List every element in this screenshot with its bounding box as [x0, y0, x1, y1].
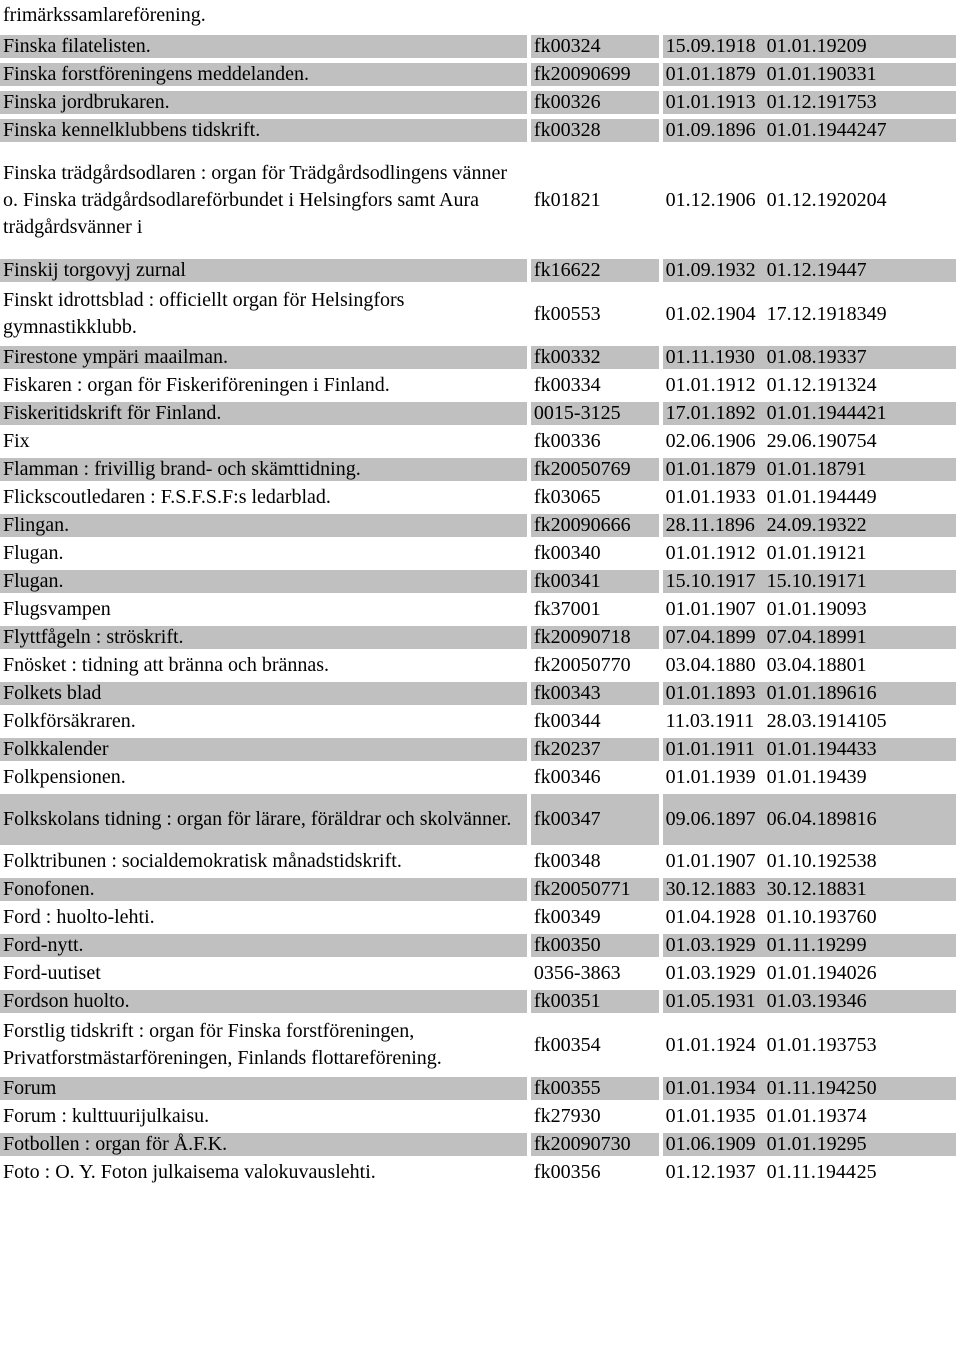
start-date-cell: 01.02.1904: [663, 287, 767, 346]
title-cell: Flugsvampen: [0, 598, 531, 626]
start-date-cell: 01.01.1879: [663, 458, 767, 486]
start-date-cell: 17.01.1892: [663, 402, 767, 430]
table-row: [0, 346, 960, 374]
start-date-cell: 01.01.1879: [663, 63, 767, 91]
table-row: [0, 147, 960, 259]
table-row: [0, 402, 960, 430]
start-date-cell: 01.12.1937: [663, 1161, 767, 1189]
end-date-cell: 24.09.1932: [767, 514, 857, 542]
identifier-cell: fk20050770: [531, 654, 663, 682]
end-date-cell: 01.01.1944: [767, 119, 857, 147]
title-cell: Finska trädgårdsodlaren : organ för Trädgårdsodlingens vänner o. Finska trädgårdsodlareförbundet i Helsingfors samt Aura trädgårdsvänner i: [0, 147, 531, 259]
table-row: [0, 374, 960, 402]
end-date-cell: 15.10.1917: [767, 570, 857, 598]
end-date-cell: 01.01.1929: [767, 1133, 857, 1161]
table-row: [0, 1133, 960, 1161]
table-row: [0, 1105, 960, 1133]
issue-count-cell: 26: [857, 962, 960, 990]
identifier-cell: fk00356: [531, 1161, 663, 1189]
identifier-cell: fk00326: [531, 91, 663, 119]
identifier-cell: 0356-3863: [531, 962, 663, 990]
end-date-cell: 01.10.1937: [767, 906, 857, 934]
identifier-cell: fk20050769: [531, 458, 663, 486]
identifier-cell: fk00324: [531, 35, 663, 63]
identifier-cell: fk00340: [531, 542, 663, 570]
table-row: [0, 598, 960, 626]
end-date-cell: [767, 1, 857, 35]
issue-count-cell: 1: [857, 570, 960, 598]
periodicals-table: [0, 1, 960, 1189]
table-row: [0, 738, 960, 766]
identifier-cell: fk00355: [531, 1077, 663, 1105]
table-row: [0, 962, 960, 990]
end-date-cell: 03.04.1880: [767, 654, 857, 682]
issue-count-cell: 1: [857, 458, 960, 486]
start-date-cell: 01.12.1906: [663, 147, 767, 259]
start-date-cell: 09.06.1897: [663, 794, 767, 850]
issue-count-cell: 16: [857, 794, 960, 850]
title-cell: Ford-nytt.: [0, 934, 531, 962]
end-date-cell: 01.01.1903: [767, 63, 857, 91]
issue-count-cell: 53: [857, 1018, 960, 1077]
issue-count-cell: 33: [857, 738, 960, 766]
identifier-cell: fk20237: [531, 738, 663, 766]
table-row: [0, 1018, 960, 1077]
end-date-cell: 01.12.1920: [767, 147, 857, 259]
identifier-cell: fk37001: [531, 598, 663, 626]
start-date-cell: 01.01.1913: [663, 91, 767, 119]
end-date-cell: 01.01.1937: [767, 1018, 857, 1077]
start-date-cell: 28.11.1896: [663, 514, 767, 542]
table-row: [0, 682, 960, 710]
title-cell: Forum: [0, 1077, 531, 1105]
identifier-cell: fk20090718: [531, 626, 663, 654]
periodicals-table-body: [0, 1, 960, 1189]
table-row: [0, 626, 960, 654]
title-cell: Fix: [0, 430, 531, 458]
identifier-cell: fk20090730: [531, 1133, 663, 1161]
title-cell: Fiskaren : organ för Fiskeriföreningen i Finland.: [0, 374, 531, 402]
title-cell: Flyttfågeln : ströskrift.: [0, 626, 531, 654]
end-date-cell: 01.01.1944: [767, 402, 857, 430]
title-cell: Finska kennelklubbens tidskrift.: [0, 119, 531, 147]
title-cell: Finskt idrottsblad : officiellt organ för Helsingfors gymnastikklubb.: [0, 287, 531, 346]
table-row: [0, 486, 960, 514]
issue-count-cell: 6: [857, 990, 960, 1018]
end-date-cell: 01.01.1937: [767, 1105, 857, 1133]
start-date-cell: 11.03.1911: [663, 710, 767, 738]
title-cell: Flugan.: [0, 570, 531, 598]
identifier-cell: fk00344: [531, 710, 663, 738]
title-cell: Flugan.: [0, 542, 531, 570]
start-date-cell: 01.01.1933: [663, 486, 767, 514]
start-date-cell: 01.01.1924: [663, 1018, 767, 1077]
table-row: [0, 654, 960, 682]
issue-count-cell: 60: [857, 906, 960, 934]
identifier-cell: fk00346: [531, 766, 663, 794]
start-date-cell: 01.06.1909: [663, 1133, 767, 1161]
issue-count-cell: 1: [857, 878, 960, 906]
table-row: [0, 259, 960, 287]
issue-count-cell: 247: [857, 119, 960, 147]
table-row: [0, 710, 960, 738]
table-row: [0, 850, 960, 878]
title-cell: Folkkalender: [0, 738, 531, 766]
end-date-cell: 01.01.1896: [767, 682, 857, 710]
title-cell: Flickscoutledaren : F.S.F.S.F:s ledarblad.: [0, 486, 531, 514]
table-row: [0, 514, 960, 542]
title-cell: Folktribunen : socialdemokratisk månadstidskrift.: [0, 850, 531, 878]
end-date-cell: 01.01.1920: [767, 35, 857, 63]
identifier-cell: fk20090699: [531, 63, 663, 91]
issue-count-cell: 49: [857, 486, 960, 514]
start-date-cell: 01.01.1935: [663, 1105, 767, 1133]
table-row: [0, 934, 960, 962]
issue-count-cell: 54: [857, 430, 960, 458]
identifier-cell: fk00347: [531, 794, 663, 850]
start-date-cell: 01.01.1912: [663, 542, 767, 570]
start-date-cell: 30.12.1883: [663, 878, 767, 906]
identifier-cell: fk00334: [531, 374, 663, 402]
title-cell: Ford : huolto-lehti.: [0, 906, 531, 934]
start-date-cell: 01.01.1912: [663, 374, 767, 402]
title-cell: Foto : O. Y. Foton julkaisema valokuvauslehti.: [0, 1161, 531, 1189]
start-date-cell: 01.01.1934: [663, 1077, 767, 1105]
issue-count-cell: 7: [857, 346, 960, 374]
end-date-cell: 01.01.1912: [767, 542, 857, 570]
identifier-cell: [531, 1, 663, 35]
end-date-cell: 01.03.1934: [767, 990, 857, 1018]
end-date-cell: 01.01.1879: [767, 458, 857, 486]
table-row: [0, 878, 960, 906]
issue-count-cell: 1: [857, 542, 960, 570]
table-row: [0, 63, 960, 91]
start-date-cell: [663, 1, 767, 35]
identifier-cell: fk00343: [531, 682, 663, 710]
identifier-cell: fk01821: [531, 147, 663, 259]
end-date-cell: 01.12.1917: [767, 91, 857, 119]
end-date-cell: 17.12.1918: [767, 287, 857, 346]
title-cell: frimärkssamlareförening.: [0, 1, 531, 35]
identifier-cell: fk00553: [531, 287, 663, 346]
table-row: [0, 542, 960, 570]
start-date-cell: 01.01.1893: [663, 682, 767, 710]
start-date-cell: 01.04.1928: [663, 906, 767, 934]
issue-count-cell: 25: [857, 1161, 960, 1189]
table-row: [0, 1161, 960, 1189]
issue-count-cell: 31: [857, 63, 960, 91]
title-cell: Flamman : frivillig brand- och skämttidning.: [0, 458, 531, 486]
title-cell: Firestone ympäri maailman.: [0, 346, 531, 374]
issue-count-cell: 204: [857, 147, 960, 259]
identifier-cell: fk27930: [531, 1105, 663, 1133]
title-cell: Finska forstföreningens meddelanden.: [0, 63, 531, 91]
end-date-cell: 06.04.1898: [767, 794, 857, 850]
issue-count-cell: 349: [857, 287, 960, 346]
identifier-cell: fk00349: [531, 906, 663, 934]
identifier-cell: fk16622: [531, 259, 663, 287]
end-date-cell: 01.01.1944: [767, 486, 857, 514]
issue-count-cell: 24: [857, 374, 960, 402]
title-cell: Folkförsäkraren.: [0, 710, 531, 738]
start-date-cell: 01.03.1929: [663, 962, 767, 990]
start-date-cell: 01.11.1930: [663, 346, 767, 374]
identifier-cell: fk00350: [531, 934, 663, 962]
identifier-cell: fk00332: [531, 346, 663, 374]
table-row: [0, 794, 960, 850]
issue-count-cell: 105: [857, 710, 960, 738]
table-row: [0, 1, 960, 35]
start-date-cell: 01.09.1932: [663, 259, 767, 287]
identifier-cell: 0015-3125: [531, 402, 663, 430]
issue-count-cell: 9: [857, 934, 960, 962]
title-cell: Fiskeritidskrift för Finland.: [0, 402, 531, 430]
issue-count-cell: 38: [857, 850, 960, 878]
issue-count-cell: 9: [857, 35, 960, 63]
issue-count-cell: 1: [857, 654, 960, 682]
start-date-cell: 01.01.1907: [663, 850, 767, 878]
identifier-cell: fk20050771: [531, 878, 663, 906]
end-date-cell: 01.01.1940: [767, 962, 857, 990]
end-date-cell: 01.11.1942: [767, 1077, 857, 1105]
title-cell: Fordson huolto.: [0, 990, 531, 1018]
table-row: [0, 287, 960, 346]
table-row: [0, 766, 960, 794]
title-cell: Folkets blad: [0, 682, 531, 710]
end-date-cell: 01.10.1925: [767, 850, 857, 878]
start-date-cell: 01.05.1931: [663, 990, 767, 1018]
issue-count-cell: [857, 1, 960, 35]
identifier-cell: fk00328: [531, 119, 663, 147]
start-date-cell: 01.01.1911: [663, 738, 767, 766]
start-date-cell: 01.01.1907: [663, 598, 767, 626]
title-cell: Fonofonen.: [0, 878, 531, 906]
title-cell: Finska jordbrukaren.: [0, 91, 531, 119]
table-row: [0, 119, 960, 147]
issue-count-cell: 50: [857, 1077, 960, 1105]
table-row: [0, 570, 960, 598]
issue-count-cell: 53: [857, 91, 960, 119]
end-date-cell: 01.08.1933: [767, 346, 857, 374]
issue-count-cell: 5: [857, 1133, 960, 1161]
end-date-cell: 01.01.1909: [767, 598, 857, 626]
issue-count-cell: 1: [857, 626, 960, 654]
end-date-cell: 01.11.1929: [767, 934, 857, 962]
start-date-cell: 02.06.1906: [663, 430, 767, 458]
title-cell: Fnösket : tidning att bränna och brännas.: [0, 654, 531, 682]
title-cell: Folkpensionen.: [0, 766, 531, 794]
issue-count-cell: 4: [857, 1105, 960, 1133]
end-date-cell: 07.04.1899: [767, 626, 857, 654]
end-date-cell: 01.01.1943: [767, 766, 857, 794]
issue-count-cell: 9: [857, 766, 960, 794]
identifier-cell: fk00336: [531, 430, 663, 458]
start-date-cell: 01.09.1896: [663, 119, 767, 147]
issue-count-cell: 2: [857, 514, 960, 542]
start-date-cell: 07.04.1899: [663, 626, 767, 654]
identifier-cell: fk00341: [531, 570, 663, 598]
table-row: [0, 458, 960, 486]
identifier-cell: fk00348: [531, 850, 663, 878]
start-date-cell: 03.04.1880: [663, 654, 767, 682]
table-row: [0, 906, 960, 934]
issue-count-cell: 16: [857, 682, 960, 710]
start-date-cell: 01.03.1929: [663, 934, 767, 962]
title-cell: Fotbollen : organ för Å.F.K.: [0, 1133, 531, 1161]
end-date-cell: 01.12.1944: [767, 259, 857, 287]
identifier-cell: fk03065: [531, 486, 663, 514]
title-cell: Folkskolans tidning : organ för lärare, föräldrar och skolvänner.: [0, 794, 531, 850]
title-cell: Ford-uutiset: [0, 962, 531, 990]
title-cell: Flingan.: [0, 514, 531, 542]
end-date-cell: 01.01.1944: [767, 738, 857, 766]
issue-count-cell: 421: [857, 402, 960, 430]
end-date-cell: 29.06.1907: [767, 430, 857, 458]
table-row: [0, 1077, 960, 1105]
table-row: [0, 430, 960, 458]
identifier-cell: fk00354: [531, 1018, 663, 1077]
identifier-cell: fk20090666: [531, 514, 663, 542]
identifier-cell: fk00351: [531, 990, 663, 1018]
start-date-cell: 15.09.1918: [663, 35, 767, 63]
start-date-cell: 01.01.1939: [663, 766, 767, 794]
title-cell: Finskij torgovyj zurnal: [0, 259, 531, 287]
end-date-cell: 30.12.1883: [767, 878, 857, 906]
start-date-cell: 15.10.1917: [663, 570, 767, 598]
issue-count-cell: 3: [857, 598, 960, 626]
title-cell: Finska filatelisten.: [0, 35, 531, 63]
table-row: [0, 91, 960, 119]
issue-count-cell: 7: [857, 259, 960, 287]
end-date-cell: 28.03.1914: [767, 710, 857, 738]
end-date-cell: 01.12.1913: [767, 374, 857, 402]
title-cell: Forum : kulttuurijulkaisu.: [0, 1105, 531, 1133]
table-row: [0, 990, 960, 1018]
title-cell: Forstlig tidskrift : organ för Finska forstföreningen, Privatforstmästarföreningen, Finlands flottareförening.: [0, 1018, 531, 1077]
end-date-cell: 01.11.1944: [767, 1161, 857, 1189]
table-row: [0, 35, 960, 63]
